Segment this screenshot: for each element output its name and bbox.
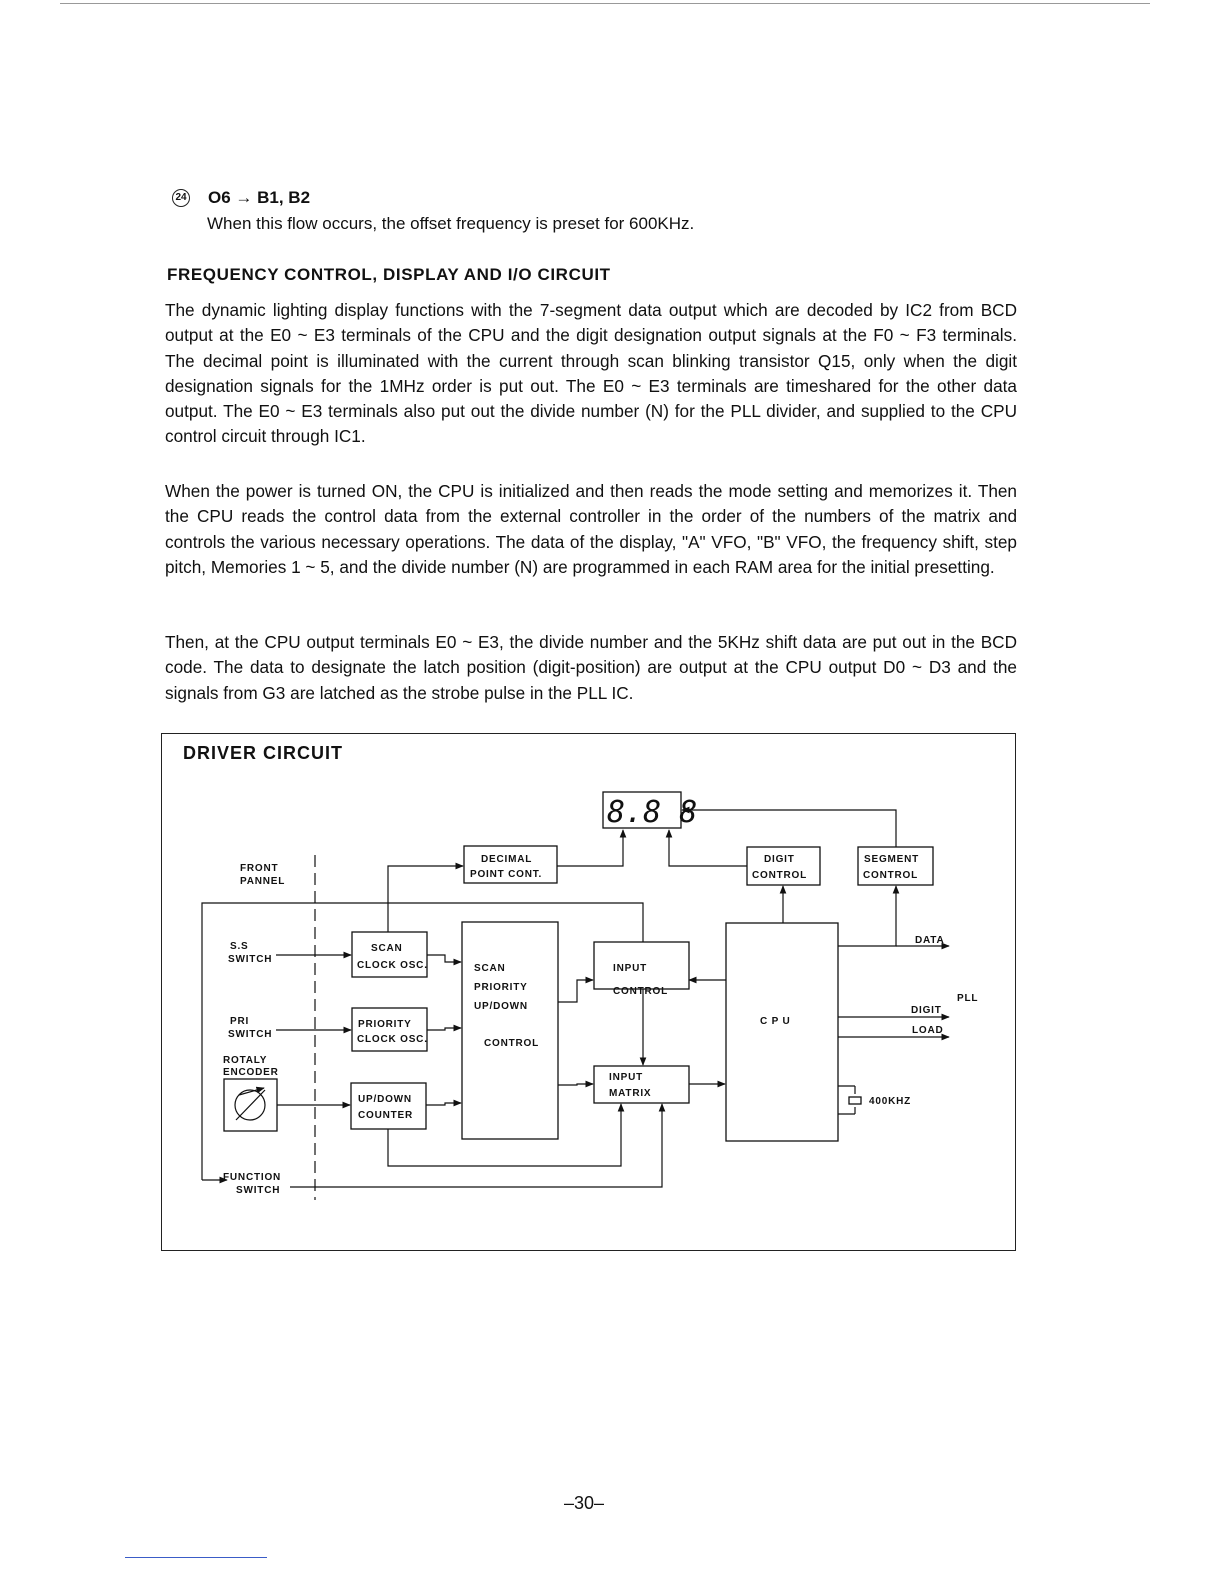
pri-label-1: PRI — [230, 1016, 250, 1027]
scan-priority-control-block — [462, 922, 558, 1139]
matrix-label-1: INPUT — [609, 1072, 643, 1083]
data-label: DATA — [915, 935, 945, 946]
rotary-encoder-symbol — [224, 1079, 277, 1131]
ss-label-2: SWITCH — [228, 954, 273, 965]
front-label-1: FRONT — [240, 863, 279, 874]
scanosc-label-2: CLOCK OSC. — [357, 960, 428, 971]
matrix-label-2: MATRIX — [609, 1088, 652, 1099]
priority-clock-osc-block — [352, 1008, 428, 1051]
bottom-rule — [125, 1557, 267, 1558]
paragraph-1: The dynamic lighting display functions with the 7-segment data output which are decoded by IC2 from BCD output at the E0 ~ E3 terminals of the CPU and the digit designation output signals at the F0 ~ F3 terminals. The decimal point is illuminated with the current through scan blinking transistor Q15, only when the digit designation signals for the 1MHz order is put out. The E0 ~ E3 terminals are timeshared for the other data output. The E0 ~ E3 terminals also put out the divide number (N) for the PLL divider, and supplied to the CPU control circuit through IC1. — [165, 300, 1017, 447]
rotary-label-2: ENCODER — [223, 1067, 279, 1078]
decimal-label-1: DECIMAL — [481, 854, 533, 865]
diagram-title: DRIVER CIRCUIT — [183, 743, 344, 763]
digit-ctl-label-1: DIGIT — [764, 854, 795, 865]
paragraph-2: When the power is turned ON, the CPU is initialized and then reads the mode setting and memorizes it. Then the CPU reads the control data from the external controller in the order of the numbers of the matrix and controls the various necessary operations. The data of the display, "A" VFO, "B" VFO, the frequency shift, step pitch, Memories 1 ~ 5, and the divide number (N) are programmed in each RAM area for the initial presetting. — [165, 481, 1017, 577]
scanctl-label-3: UP/DOWN — [474, 1001, 528, 1012]
digit-ctl-label-2: CONTROL — [752, 870, 808, 881]
decimal-label-2: POINT CONT. — [470, 869, 543, 880]
updown-label-2: COUNTER — [358, 1110, 414, 1121]
paragraph-3: Then, at the CPU output terminals E0 ~ E3, the divide number and the 5KHz shift data are put out in the BCD code. The data to designate the latch position (digit-position) are output at the CPU output D0 ~ D3 and the signals from G3 are latched as the strobe pulse in the PLL IC. — [165, 632, 1017, 703]
rotary-label-1: ROTALY — [223, 1055, 268, 1066]
load-label: LOAD — [912, 1025, 944, 1036]
prioosc-label-2: CLOCK OSC. — [357, 1034, 428, 1045]
scanosc-label-1: SCAN — [371, 943, 403, 954]
ss-label-1: S.S — [230, 941, 249, 952]
function-label-2: SWITCH — [236, 1185, 281, 1196]
scanctl-label-4: CONTROL — [484, 1038, 540, 1049]
input-label-2: CONTROL — [613, 986, 669, 997]
digit-label: DIGIT — [911, 1005, 942, 1016]
display-digits: 8.8 8 — [607, 795, 698, 830]
segment-control-block — [858, 847, 933, 885]
scanctl-label-1: SCAN — [474, 963, 506, 974]
section-note: When this flow occurs, the offset frequency is preset for 600KHz. — [207, 214, 695, 233]
scanctl-label-2: PRIORITY — [474, 982, 528, 993]
updown-label-1: UP/DOWN — [358, 1094, 412, 1105]
pll-label: PLL — [957, 993, 979, 1004]
crystal-symbol — [838, 1086, 911, 1114]
up-down-counter-block — [351, 1083, 426, 1129]
section-title: O6 → B1, B2 — [208, 188, 311, 207]
segment-label-2: CONTROL — [863, 870, 919, 881]
pri-label-2: SWITCH — [228, 1029, 273, 1040]
cpu-label: C P U — [760, 1016, 791, 1027]
input-label-1: INPUT — [613, 963, 647, 974]
front-label-2: PANNEL — [240, 876, 286, 887]
decimal-point-control-block — [464, 846, 557, 883]
cpu-block — [726, 923, 838, 1141]
function-label-1: FUNCTION — [223, 1172, 282, 1183]
page-number: –30– — [564, 1493, 605, 1513]
segment-label-1: SEGMENT — [864, 854, 920, 865]
scan-clock-osc-block — [352, 932, 428, 977]
digit-control-block — [747, 847, 820, 885]
section-heading: FREQUENCY CONTROL, DISPLAY AND I/O CIRCUIT — [167, 265, 611, 284]
prioosc-label-1: PRIORITY — [358, 1019, 412, 1030]
crystal-label: 400KHZ — [869, 1096, 912, 1107]
input-matrix-block — [594, 1066, 689, 1103]
input-control-block — [594, 942, 689, 997]
section-number: 24 — [172, 189, 190, 207]
seven-segment-display — [603, 792, 697, 830]
